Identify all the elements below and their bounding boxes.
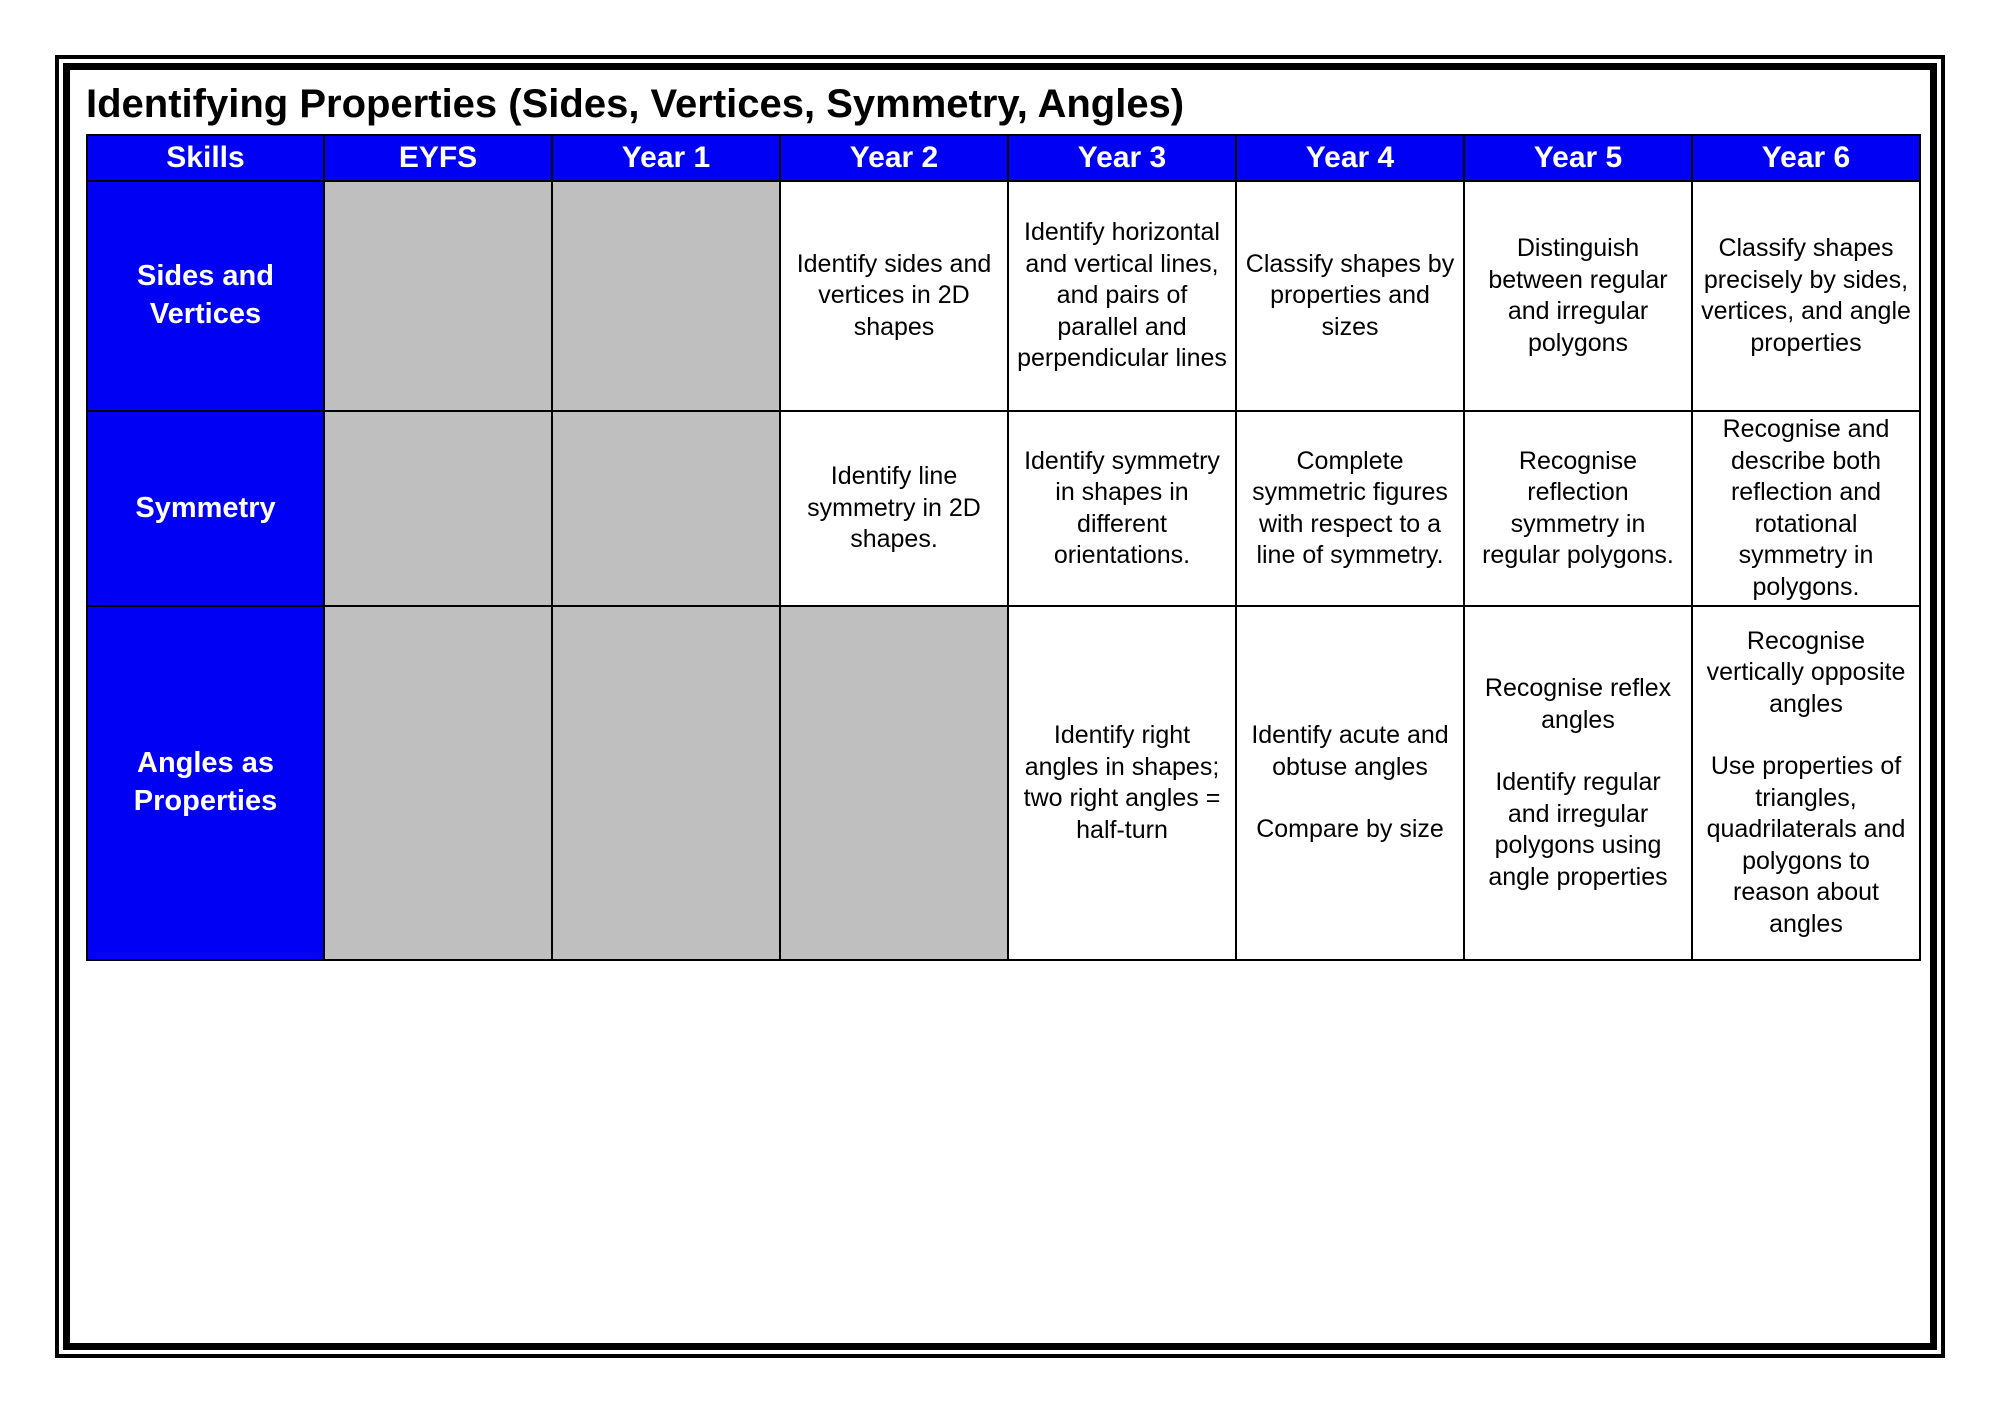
header-row (87, 135, 1920, 181)
cell-angles-year6 (1692, 606, 1920, 960)
cell-sides-year5 (1464, 181, 1692, 411)
cell-paragraph: Identify right angles in shapes; two right angles = half-turn (1023, 721, 1221, 844)
cell-paragraph: Distinguish between regular and irregular polygons (1488, 234, 1668, 357)
cell-symmetry-year6 (1692, 411, 1920, 606)
cell-paragraph: Identify horizontal and vertical lines, and pairs of parallel and perpendicular lines (1017, 218, 1227, 373)
cell-paragraph: Recognise reflection symmetry in regular polygons. (1482, 446, 1674, 569)
page-border-inner (63, 63, 1937, 1350)
cell-paragraph: Compare by size (1256, 815, 1444, 844)
cell-paragraph: Identify sides and vertices in 2D shapes (796, 249, 992, 341)
cell-symmetry-year5 (1464, 411, 1692, 606)
cell-symmetry-year3 (1008, 411, 1236, 606)
cell-angles-year1-empty (552, 606, 780, 960)
cell-angles-year2-empty (780, 606, 1008, 960)
column-header-year-1: Year 1 (552, 135, 780, 181)
cell-paragraph: Identify acute and obtuse angles (1251, 721, 1449, 781)
column-header-skills: Skills (87, 135, 324, 181)
cell-symmetry-year1-empty (552, 411, 780, 606)
cell-angles-year4 (1236, 606, 1464, 960)
cell-symmetry-eyfs-empty (324, 411, 552, 606)
cell-angles-year5 (1464, 606, 1692, 960)
cell-symmetry-year4 (1236, 411, 1464, 606)
cell-paragraph: Identify regular and irregular polygons using angle properties (1488, 768, 1668, 891)
cell-paragraph: Recognise and describe both reflection and rotational symmetry in polygons. (1722, 415, 1890, 601)
cell-angles-eyfs-empty (324, 606, 552, 960)
cell-paragraph: Classify shapes precisely by sides, vertices, and angle properties (1701, 234, 1911, 357)
column-header-year-3: Year 3 (1008, 135, 1236, 181)
cell-paragraph: Complete symmetric figures with respect to a line of symmetry. (1252, 446, 1448, 569)
column-header-year-4: Year 4 (1236, 135, 1464, 181)
cell-sides-year1-empty (552, 181, 780, 411)
row-header-symmetry: Symmetry (87, 411, 324, 606)
cell-angles-year3 (1008, 606, 1236, 960)
column-header-eyfs: EYFS (324, 135, 552, 181)
cell-paragraph: Identify symmetry in shapes in different orientations. (1024, 446, 1220, 569)
cell-paragraph: Classify shapes by properties and sizes (1245, 249, 1455, 341)
table-row-symmetry (87, 411, 1920, 606)
column-header-year-2: Year 2 (780, 135, 1008, 181)
skills-progression-table (86, 134, 1921, 961)
cell-paragraph: Recognise reflex angles (1484, 674, 1672, 734)
column-header-year-5: Year 5 (1464, 135, 1692, 181)
row-header-sides-and-vertices: Sides and Vertices (87, 181, 324, 411)
cell-sides-year2 (780, 181, 1008, 411)
cell-sides-year3 (1008, 181, 1236, 411)
table-row-angles-as-properties (87, 606, 1920, 960)
cell-paragraph: Use properties of triangles, quadrilaterals and polygons to reason about angles (1706, 752, 1906, 938)
cell-paragraph: Recognise vertically opposite angles (1706, 626, 1906, 718)
cell-sides-eyfs-empty (324, 181, 552, 411)
column-header-year-6: Year 6 (1692, 135, 1920, 181)
page-border-frame (55, 55, 1945, 1358)
row-header-angles-as-properties: Angles as Properties (87, 606, 324, 960)
cell-sides-year4 (1236, 181, 1464, 411)
page-title: Identifying Properties (Sides, Vertices, Symmetry, Angles) (86, 82, 1185, 126)
cell-sides-year6 (1692, 181, 1920, 411)
cell-symmetry-year2 (780, 411, 1008, 606)
table-row-sides-and-vertices (87, 181, 1920, 411)
cell-paragraph: Identify line symmetry in 2D shapes. (807, 462, 981, 554)
